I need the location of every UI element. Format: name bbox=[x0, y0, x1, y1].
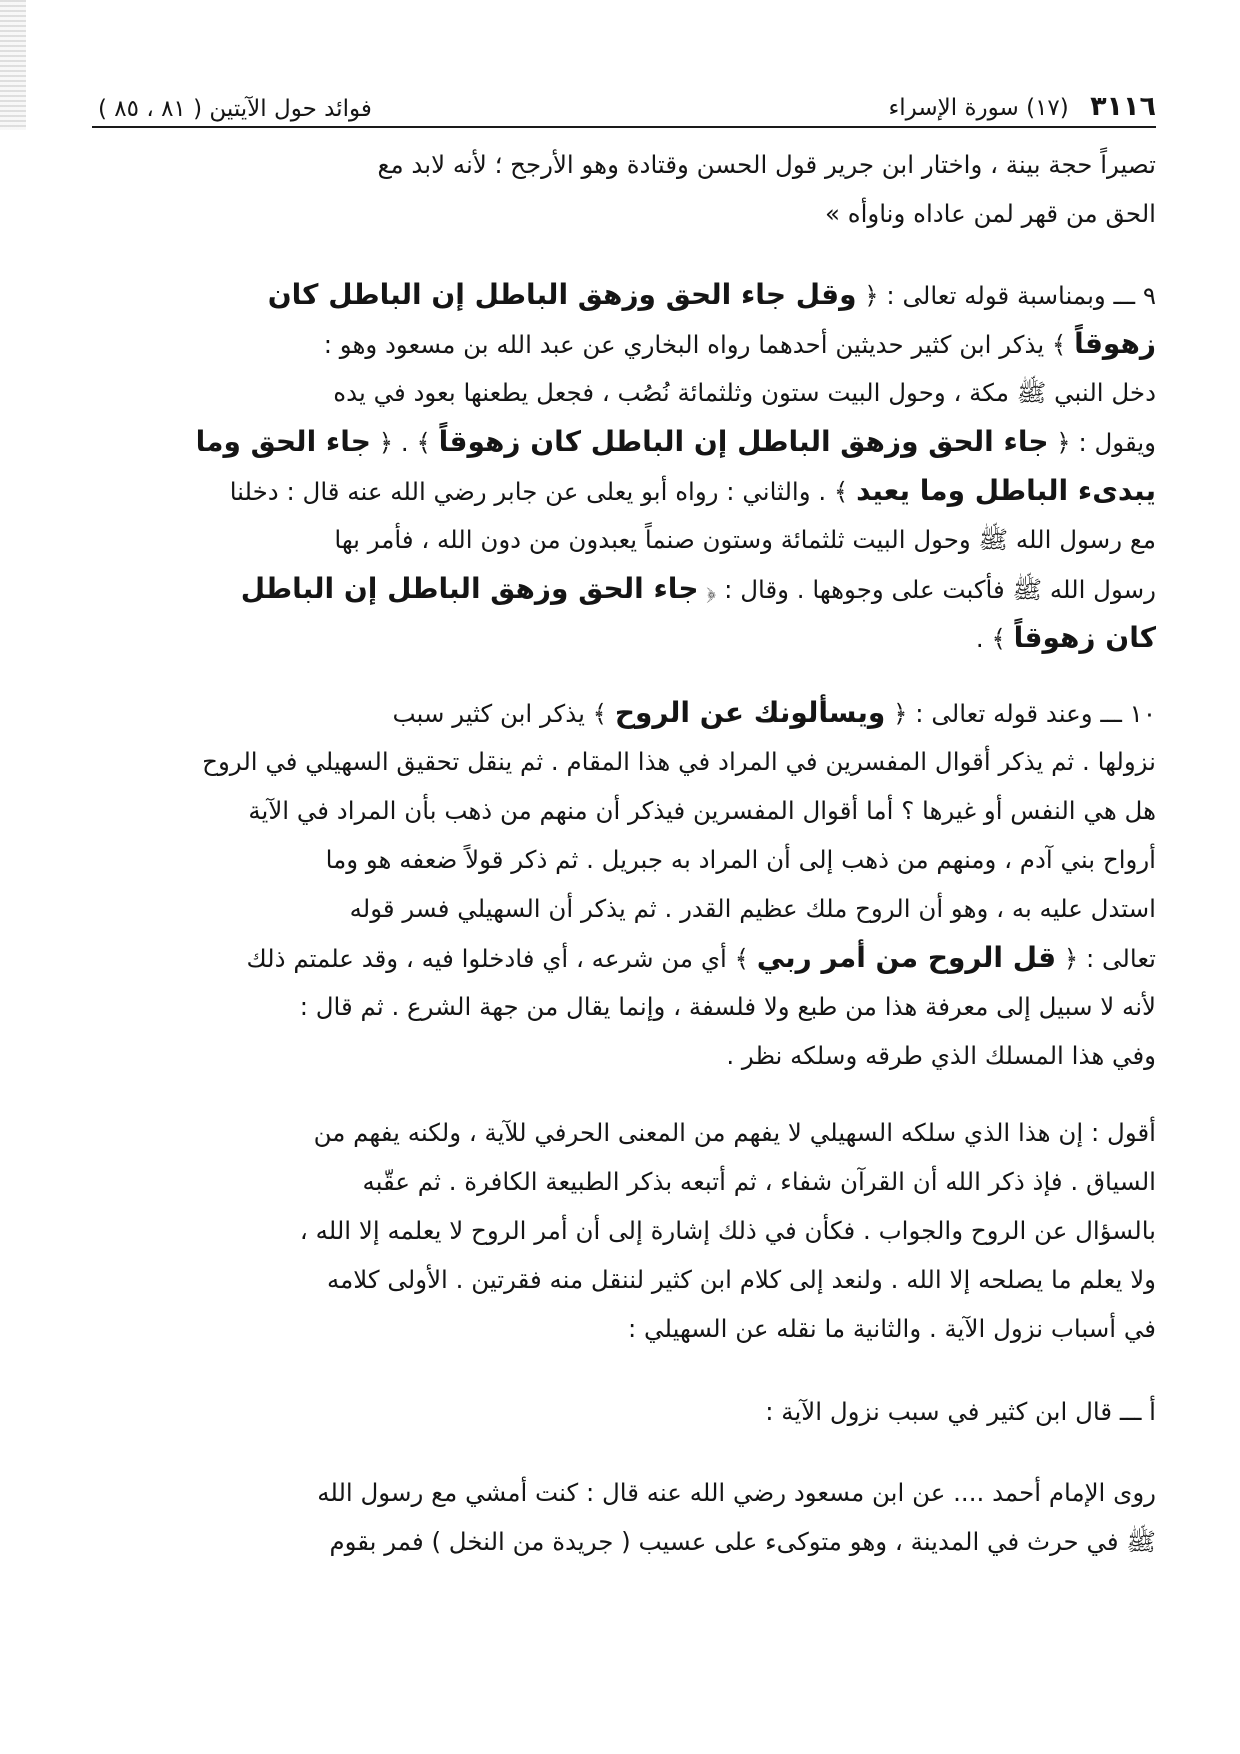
text-line bbox=[92, 982, 1156, 1031]
body-text: استدل عليه به ، وهو أن الروح ملك عظيم القدر . ثم يذكر أن السهيلي فسر قوله bbox=[349, 894, 1156, 923]
paragraph-author-comment bbox=[92, 1108, 1156, 1353]
text-line bbox=[92, 417, 1156, 466]
body-text: أقول : إن هذا الذي سلكه السهيلي لا يفهم من المعنى الحرفي للآية ، ولكنه يفهم من bbox=[313, 1118, 1156, 1147]
text-line bbox=[92, 835, 1156, 884]
body-text: رسول الله ﷺ فأكبت على وجوهها . وقال : ﴿ bbox=[698, 575, 1156, 604]
text-line bbox=[92, 1468, 1156, 1517]
body-text: أرواح بني آدم ، ومنهم من ذهب إلى أن المراد به جبريل . ثم ذكر قولاً ضعفه هو وما bbox=[325, 845, 1156, 874]
body-text: بالسؤال عن الروح والجواب . فكأن في ذلك إشارة إلى أن أمر الروح لا يعلمه إلا الله ، bbox=[299, 1216, 1156, 1245]
body-text: لأنه لا سبيل إلى معرفة هذا من طبع ولا فلسفة ، وإنما يقال من جهة الشرع . ثم قال : bbox=[299, 992, 1156, 1021]
body-text: نزولها . ثم يذكر أقوال المفسرين في المراد في هذا المقام . ثم ينقل تحقيق السهيلي في الروح bbox=[202, 747, 1156, 776]
body-text: ﴾ يذكر ابن كثير حديثين أحدهما رواه البخاري عن عبد الله بن مسعود وهو : bbox=[323, 330, 1075, 359]
text-line bbox=[92, 613, 1156, 662]
body-text: الحق من قهر لمن عاداه وناوأه » bbox=[824, 199, 1156, 228]
body-text: ولا يعلم ما يصلحه إلا الله . ولنعد إلى كلام ابن كثير لننقل منه فقرتين . الأولى كلامه bbox=[327, 1265, 1156, 1294]
text-line bbox=[92, 688, 1156, 737]
text-line bbox=[92, 466, 1156, 515]
body-text: أ ـــ قال ابن كثير في سبب نزول الآية : bbox=[765, 1397, 1156, 1426]
text-line bbox=[92, 737, 1156, 786]
text-line bbox=[92, 1031, 1156, 1080]
body-text: ﴾ . bbox=[975, 624, 1014, 653]
paragraph-hadith-quote bbox=[92, 1468, 1156, 1566]
body-text: ٩ ـــ وبمناسبة قوله تعالى : ﴿ bbox=[856, 281, 1156, 310]
body-text: مع رسول الله ﷺ وحول البيت ثلثمائة وستون صنماً يعبدون من دون الله ، فأمر بها bbox=[334, 525, 1156, 554]
text-line bbox=[92, 933, 1156, 982]
body-text: ﴾ أي من شرعه ، أي فادخلوا فيه ، وقد علمتم ذلك bbox=[246, 944, 757, 973]
body-text: ﷺ في حرث في المدينة ، وهو متوكىء على عسيب ( جريدة من النخل ) فمر بقوم bbox=[329, 1527, 1156, 1556]
text-line bbox=[92, 1206, 1156, 1255]
body-text: هل هي النفس أو غيرها ؟ أما أقوال المفسرين فيذكر أن منهم من ذهب بأن المراد في الآية bbox=[248, 796, 1156, 825]
body-text: ﴾ . والثاني : رواه أبو يعلى عن جابر رضي الله عنه قال : دخلنا bbox=[229, 477, 857, 506]
book-page bbox=[92, 60, 1156, 1566]
quran-verse-text: قل الروح من أمر ربي bbox=[756, 941, 1057, 974]
running-head-right bbox=[888, 91, 1156, 122]
text-line bbox=[92, 319, 1156, 368]
text-line bbox=[92, 786, 1156, 835]
quran-verse-text: جاء الحق وما bbox=[195, 425, 371, 458]
paragraph-item-9 bbox=[92, 270, 1156, 662]
quran-verse-text: جاء الحق وزهق الباطل إن الباطل كان زهوقاً bbox=[438, 425, 1049, 458]
body-text: دخل النبي ﷺ مكة ، وحول البيت ستون وثلثمائة نُصُب ، فجعل يطعنها بعود في يده bbox=[333, 378, 1156, 407]
text-line bbox=[92, 270, 1156, 319]
quran-verse-text: وقل جاء الحق وزهق الباطل إن الباطل كان bbox=[267, 278, 857, 311]
body-text: تعالى : ﴿ bbox=[1056, 944, 1156, 973]
body-text: ويقول : ﴿ bbox=[1048, 428, 1156, 457]
body-text: ١٠ ـــ وعند قوله تعالى : ﴿ bbox=[885, 699, 1156, 728]
text-line bbox=[92, 1255, 1156, 1304]
scan-edge-mark bbox=[0, 0, 26, 130]
text-line bbox=[92, 1517, 1156, 1566]
text-line bbox=[92, 515, 1156, 564]
body-text: وفي هذا المسلك الذي طرقه وسلكه نظر . bbox=[726, 1041, 1156, 1070]
text-line bbox=[92, 1157, 1156, 1206]
text-line bbox=[92, 1304, 1156, 1353]
text-line bbox=[92, 1387, 1156, 1436]
quran-verse-text: كان زهوقاً bbox=[1013, 621, 1156, 654]
quran-verse-text: زهوقاً bbox=[1074, 327, 1156, 360]
text-line bbox=[92, 884, 1156, 933]
surah-title: (١٧) سورة الإسراء bbox=[888, 95, 1069, 121]
text-line bbox=[92, 564, 1156, 613]
body-text: في أسباب نزول الآية . والثانية ما نقله عن السهيلي : bbox=[628, 1314, 1156, 1343]
quran-verse-text: جاء الحق وزهق الباطل إن الباطل bbox=[240, 572, 699, 605]
body-text: ﴾ يذكر ابن كثير سبب bbox=[392, 699, 615, 728]
text-line bbox=[92, 368, 1156, 417]
text-line bbox=[92, 189, 1156, 238]
paragraph-continuation bbox=[92, 140, 1156, 238]
section-title: فوائد حول الآيتين ( ٨١ ، ٨٥ ) bbox=[98, 96, 372, 122]
paragraph-item-10 bbox=[92, 688, 1156, 1080]
body-text: روى الإمام أحمد .... عن ابن مسعود رضي الله عنه قال : كنت أمشي مع رسول الله bbox=[317, 1478, 1156, 1507]
page-number: ٣١١٦ bbox=[1090, 91, 1156, 122]
body-text: تصيراً حجة بينة ، واختار ابن جرير قول الحسن وقتادة وهو الأرجح ؛ لأنه لابد مع bbox=[377, 150, 1156, 179]
body-text: ﴾ . ﴿ bbox=[370, 428, 439, 457]
quran-verse-text: ويسألونك عن الروح bbox=[614, 696, 886, 729]
quran-verse-text: يبدىء الباطل وما يعيد bbox=[856, 474, 1156, 507]
text-line bbox=[92, 1108, 1156, 1157]
running-head bbox=[92, 60, 1156, 128]
body-text: السياق . فإذ ذكر الله أن القرآن شفاء ، ثم أتبعه بذكر الطبيعة الكافرة . ثم عقّبه bbox=[362, 1167, 1156, 1196]
text-line bbox=[92, 140, 1156, 189]
paragraph-subheading-a bbox=[92, 1387, 1156, 1436]
